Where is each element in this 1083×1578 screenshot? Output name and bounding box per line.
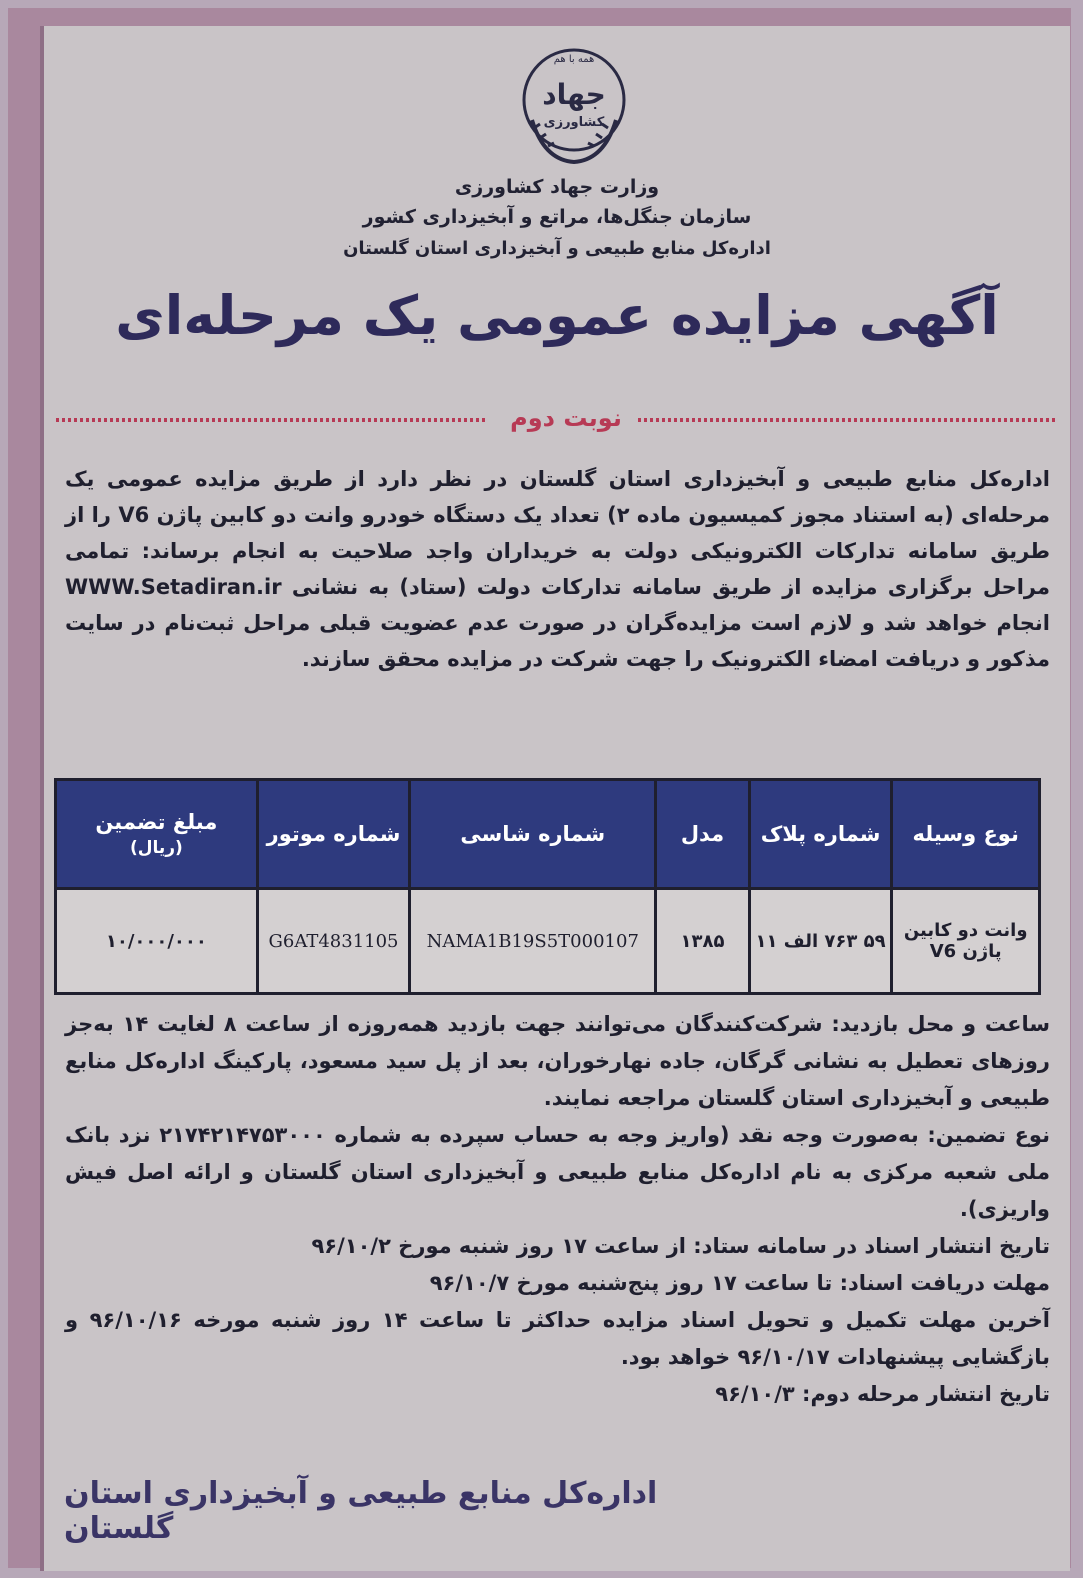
cell-plate: ۵۹ ۷۶۳ الف ۱۱: [749, 889, 892, 994]
logo-top-text: همه با هم: [553, 54, 595, 65]
logo-sub: کشاورزی: [543, 115, 605, 130]
notice-title: آگهی مزایده عمومی یک مرحله‌ای: [115, 284, 999, 347]
document-deadline: مهلت دریافت اسناد: تا ساعت ۱۷ روز پنج‌شنبه مورخ ۹۶/۱۰/۷: [429, 1271, 1050, 1295]
page-border: [8, 8, 1071, 1568]
logo-name: جهاد: [542, 78, 606, 111]
header-engine: شماره موتور: [257, 780, 410, 889]
cell-chassis: NAMA1B19S5T000107: [410, 889, 656, 994]
table-header-row: [56, 780, 1040, 889]
cell-deposit: ۱۰/۰۰۰/۰۰۰: [56, 889, 258, 994]
header-vehicle: نوع وسیله: [892, 780, 1040, 889]
round-divider: [56, 404, 1058, 434]
header-deposit-unit: (ریال): [129, 838, 183, 858]
details-block: [65, 1006, 1050, 1413]
submission-deadline: آخرین مهلت تکمیل و تحویل اسناد مزایده حداکثر تا ساعت ۱۴ روز شنبه مورخه ۹۶/۱۰/۱۶ و بازگشایی پیشنهادات ۹۶/۱۰/۱۷ خواهد بود.: [65, 1308, 1050, 1369]
cell-vehicle: وانت دو کابین پاژن V6: [892, 889, 1040, 994]
visit-info: ساعت و محل بازدید: شرکت‌کنندگان می‌توانند جهت بازدید همه‌روزه از ساعت ۸ لغایت ۱۴ به‌جز روزهای تعطیل به نشانی گرگان، جاده نهارخوران، بعد از پل سید مسعود، پارکینگ اداره‌کل منابع طبیعی و آبخیزداری استان گلستان مراجعه نمایند.: [65, 1012, 1050, 1110]
intro-paragraph: اداره‌کل منابع طبیعی و آبخیزداری استان گلستان در نظر دارد از طریق مزایده عمومی یک مرحله‌ای (به استناد مجوز کمیسیون ماده ۲) تعداد یک دستگاه خودرو وانت دو کابین پاژن V6 را از طریق سامانه تدارکات الکترونیکی دولت به خریداران واجد صلاحیت به انجام برساند: تمامی مراحل برگزاری مزایده از طریق سامانه تدارکات دولت (ستاد) به نشانی WWW.Setadiran.ir انجام خواهد شد و لازم است مزایده‌گران در صورت عدم عضویت قبلی مراحل ثبت‌نام در سایت مذکور و دریافت امضاء الکترونیک را جهت شرکت در مزایده محقق سازند.: [65, 467, 1051, 671]
header-plate: شماره پلاک: [749, 780, 892, 889]
jahad-keshavarzi-logo: [504, 40, 644, 170]
office-name: اداره‌کل منابع طبیعی و آبخیزداری استان گلستان: [343, 238, 771, 259]
round-label: نوبت دوم: [510, 404, 622, 432]
dotted-rule-right: [638, 418, 1058, 422]
header-model: مدل: [656, 780, 749, 889]
notice-page: [40, 26, 1070, 1571]
ministry-name: وزارت جهاد کشاورزی: [454, 176, 660, 198]
header-deposit: [56, 780, 258, 889]
guarantee-info: نوع تضمین: به‌صورت وجه نقد (واریز وجه به حساب سپرده به شماره ۲۱۷۴۲۱۴۷۵۳۰۰۰ نزد بانک ملی شعبه مرکزی به نام اداره‌کل منابع طبیعی و آبخیزداری استان گلستان و ارائه اصل فیش واریزی).: [65, 1123, 1050, 1221]
footer-signature: اداره‌کل منابع طبیعی و آبخیزداری استان گلستان: [64, 1476, 658, 1546]
organization-name: سازمان جنگل‌ها، مراتع و آبخیزداری کشور: [362, 206, 752, 228]
cell-engine: G6AT4831105: [257, 889, 410, 994]
header-chassis: شماره شاسی: [410, 780, 656, 889]
table-row: [56, 889, 1040, 994]
dotted-rule-left: [56, 418, 486, 422]
cell-model: ۱۳۸۵: [656, 889, 749, 994]
vehicle-table: [54, 778, 1041, 995]
header-deposit-label: مبلغ تضمین: [95, 810, 218, 834]
publish-date: تاریخ انتشار اسناد در سامانه ستاد: از ساعت ۱۷ روز شنبه مورخ ۹۶/۱۰/۲: [311, 1234, 1050, 1258]
second-publish-date: تاریخ انتشار مرحله دوم: ۹۶/۱۰/۳: [715, 1382, 1050, 1406]
